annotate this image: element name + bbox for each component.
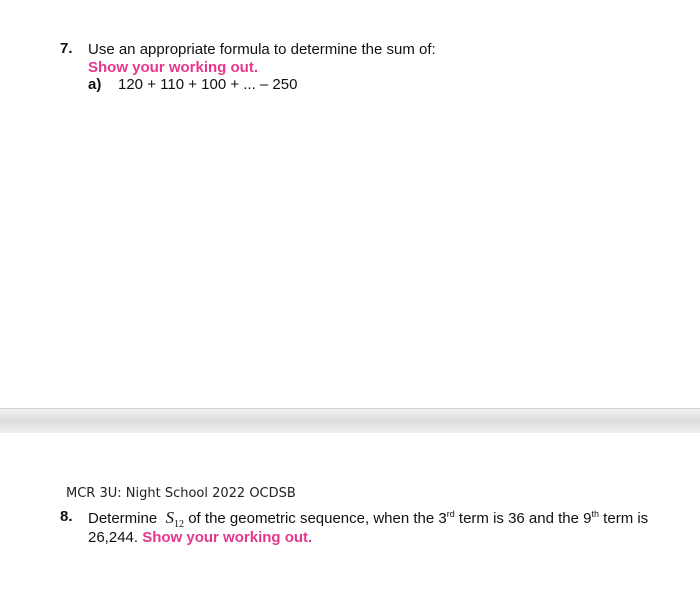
question-number: 8. xyxy=(60,508,73,525)
question-prompt: Use an appropriate formula to determine the sum of: xyxy=(88,41,436,58)
question-text-part: term is 36 and the 9 xyxy=(454,510,592,527)
working-instruction: Show your working out. xyxy=(142,529,313,546)
working-instruction: Show your working out. xyxy=(88,59,258,76)
question-number: 7. xyxy=(60,40,73,57)
series-expression: 120 + 110 + 100 + ... – 250 xyxy=(118,76,298,93)
ordinal-suffix: rd xyxy=(446,509,455,519)
ordinal-suffix: th xyxy=(591,509,600,519)
question-text-part: of the geometric sequence, when the 3 xyxy=(188,510,447,527)
sum-subscript: 12 xyxy=(174,519,185,530)
part-label: a) xyxy=(88,76,102,93)
sum-symbol xyxy=(165,508,185,530)
sum-symbol-letter: S xyxy=(165,508,175,527)
question-text-part: term is xyxy=(599,510,649,527)
page-header: MCR 3U: Night School 2022 OCDSB xyxy=(66,486,296,501)
given-term-value: 26,244. xyxy=(88,529,139,546)
question-text-part: Determine xyxy=(88,510,158,527)
question-text-line2 xyxy=(88,528,312,547)
page-break-divider xyxy=(0,408,700,434)
